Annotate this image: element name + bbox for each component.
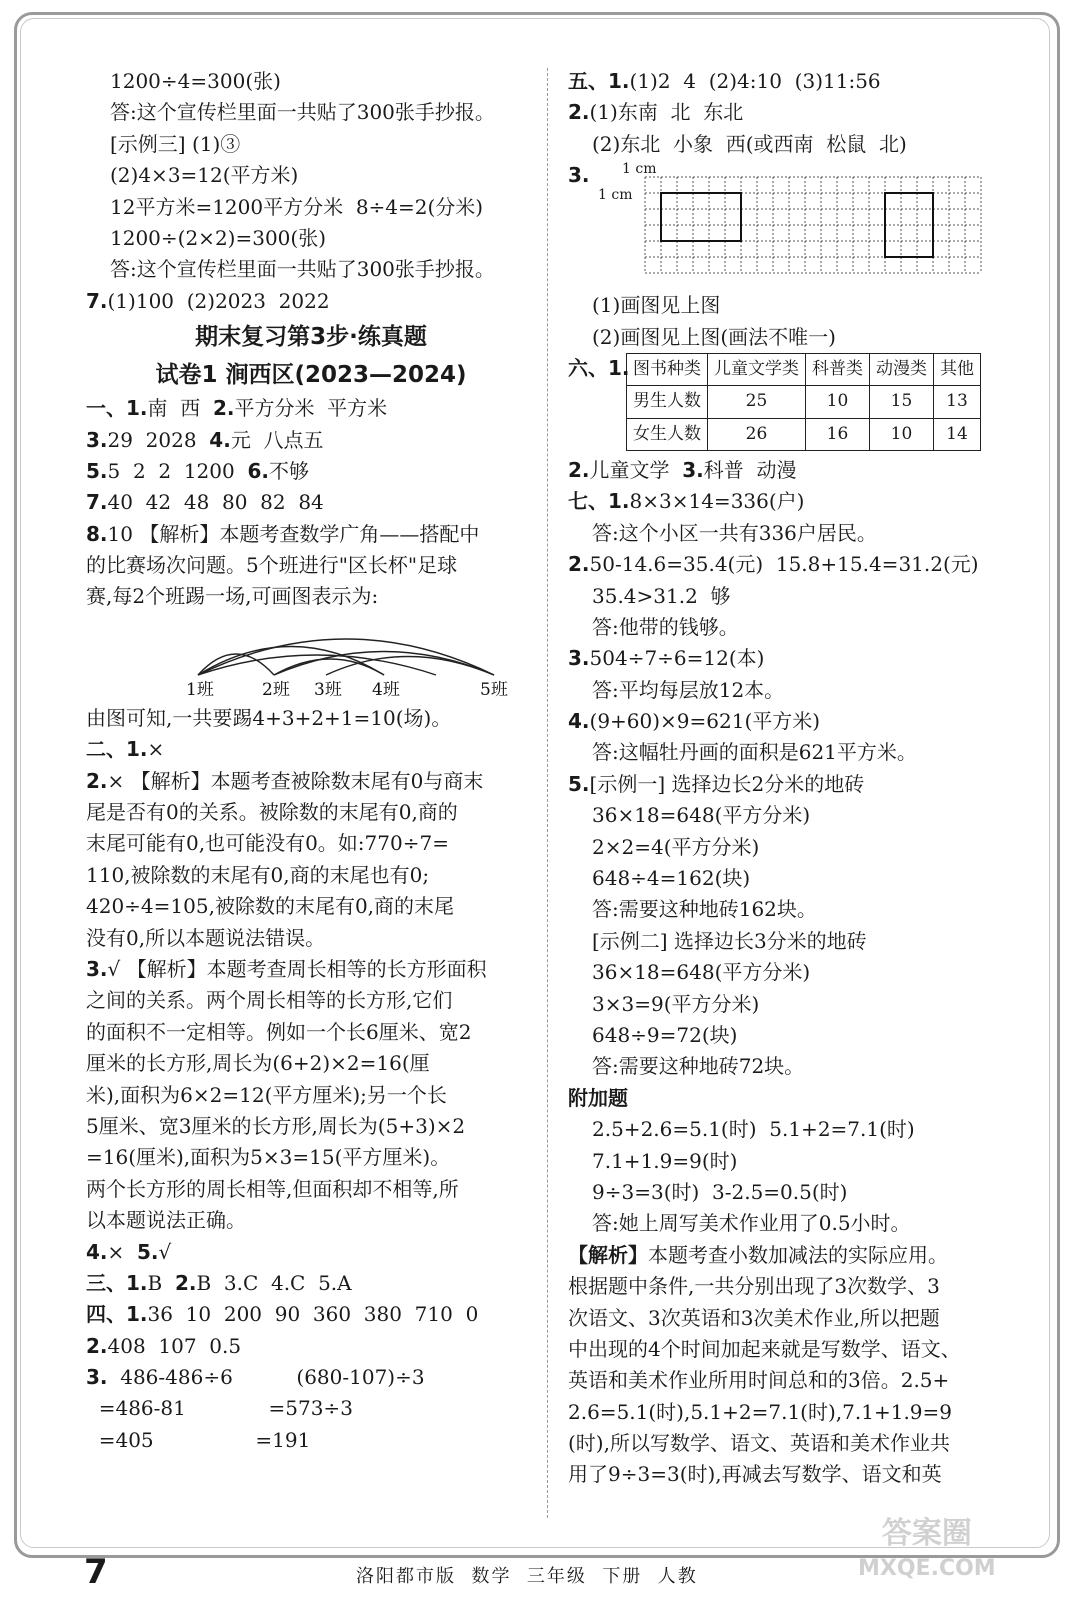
answer-line xyxy=(568,1177,1028,1208)
answer-text: 40 42 48 80 82 84 xyxy=(107,490,324,515)
answer-text: 两个长方形的周长相等,但面积却不相等,所 xyxy=(86,1176,459,1201)
answer-text: 答:这个宣传栏里面一共贴了300张手抄报。 xyxy=(110,100,495,125)
question-number: 3. xyxy=(682,457,704,482)
page-number: 7 xyxy=(84,1552,108,1592)
answer-text: 408 107 0.5 xyxy=(107,1333,242,1358)
answer-text: (1)2 4 (2)4:10 (3)11:56 xyxy=(629,69,881,93)
answer-text: 儿童文学 xyxy=(589,457,683,482)
answer-line xyxy=(568,1271,1028,1302)
answer-line xyxy=(86,581,536,612)
answer-text: 648÷9=72(块) xyxy=(592,1022,738,1047)
answer-line xyxy=(86,703,536,734)
answer-text: 36×18=648(平方分米) xyxy=(592,803,811,828)
answer-text: (时),所以写数学、语文、英语和美术作业共 xyxy=(568,1431,950,1456)
answer-text: 2×2=4(平方分米) xyxy=(592,834,760,859)
answer-line xyxy=(86,1205,536,1236)
answer-line xyxy=(86,487,536,518)
answer-text: 3×3=9(平方分米) xyxy=(592,991,760,1016)
grid-figure xyxy=(568,160,1028,290)
answer-text: 厘米的长方形,周长为(6+2)×2=16(厘 xyxy=(86,1051,430,1076)
answer-line xyxy=(568,290,1028,321)
answer-line xyxy=(568,518,1028,549)
answer-text: √ xyxy=(158,1239,172,1264)
question-number: 3. xyxy=(86,956,108,981)
answer-text: 答:他带的钱够。 xyxy=(592,614,739,639)
answer-line xyxy=(86,1142,536,1173)
answer-text: √ 【解析】本题考查周长相等的长方形面积 xyxy=(107,956,487,981)
answer-text: × xyxy=(107,1239,137,1264)
answer-line xyxy=(86,1237,536,1268)
answer-line xyxy=(568,675,1028,706)
class-label: 3班 xyxy=(314,679,342,700)
answer-text: 中出现的4个时间加起来就是写数学、语文、 xyxy=(568,1336,961,1361)
table-header-cell: 动漫类 xyxy=(870,353,934,385)
answer-text: B 3.C 4.C 5.A xyxy=(196,1270,352,1295)
question-number: 四、1. xyxy=(86,1302,148,1327)
question-number: 2. xyxy=(86,768,108,793)
answer-line xyxy=(568,1146,1028,1177)
answer-line xyxy=(568,1428,1028,1459)
answer-block-6 xyxy=(568,455,1028,1491)
watermark-logo: 答案圈 MXQE.COM xyxy=(858,1516,996,1581)
answer-text: =486-81 =573÷3 xyxy=(86,1396,353,1421)
left-column xyxy=(86,66,536,1456)
answer-text: 答:平均每层放12本。 xyxy=(592,677,785,702)
question-number: 6. xyxy=(247,458,269,483)
answer-line xyxy=(86,734,536,765)
answer-line xyxy=(568,957,1028,988)
answer-line xyxy=(568,894,1028,925)
answer-line xyxy=(86,985,536,1016)
answer-text: 2.5+2.6=5.1(时) 5.1+2=7.1(时) xyxy=(592,1117,915,1142)
section-title: 期末复习第3步·练真题 xyxy=(195,324,427,351)
answer-line xyxy=(86,223,536,254)
answer-line xyxy=(86,1362,536,1393)
answer-line xyxy=(86,97,536,128)
question-number: 五、1. xyxy=(568,69,630,93)
answer-line xyxy=(568,322,1028,353)
answer-text: (2)东北 小象 西(或西南 松鼠 北) xyxy=(592,131,907,156)
answer-text: 的比赛场次问题。5个班进行"区长杯"足球 xyxy=(86,553,458,578)
answer-line xyxy=(568,549,1028,580)
question-number: 5. xyxy=(568,771,590,796)
table-cell: 13 xyxy=(934,386,981,418)
answer-text: 用了9÷3=3(时),再减去写数学、语文和英 xyxy=(568,1462,942,1487)
question-number: 7. xyxy=(86,490,108,515)
question-number: 2. xyxy=(568,100,590,125)
book-table-block xyxy=(568,353,1028,455)
question-number: 4. xyxy=(568,709,590,734)
answer-line xyxy=(86,425,536,456)
answer-text: 答:需要这种地砖72块。 xyxy=(592,1054,805,1079)
table-cell: 10 xyxy=(806,386,870,418)
answer-line xyxy=(86,519,536,550)
answer-text: 的面积不一定相等。例如一个长6厘米、宽2 xyxy=(86,1019,472,1044)
answer-line xyxy=(86,891,536,922)
answer-line xyxy=(568,1240,1028,1271)
question-number: 2. xyxy=(174,1270,197,1295)
answer-text: 504÷7÷6=12(本) xyxy=(589,646,765,671)
answer-text: 答:需要这种地砖162块。 xyxy=(592,897,817,922)
question-number: 七、1. xyxy=(568,489,630,514)
table-cell: 25 xyxy=(708,386,806,418)
answer-text: 不够 xyxy=(268,458,309,483)
match-diagram xyxy=(86,613,536,703)
answer-text: 12平方米=1200平方分米 8÷4=2(分米) xyxy=(110,194,484,219)
table-cell: 16 xyxy=(806,418,870,450)
answer-text: [示例一] 选择边长2分米的地砖 xyxy=(589,771,865,796)
answer-line xyxy=(568,1303,1028,1334)
answer-text: (9+60)×9=621(平方米) xyxy=(589,709,821,734)
question-number: 3. xyxy=(86,1365,108,1390)
answer-line xyxy=(568,926,1028,957)
answer-text: (2)4×3=12(平方米) xyxy=(110,163,299,188)
answer-line xyxy=(86,286,536,317)
right-column xyxy=(568,66,1028,1491)
column-divider xyxy=(547,68,549,1518)
answer-line xyxy=(568,66,1028,97)
answer-line xyxy=(86,1331,536,1362)
question-number: 2. xyxy=(212,396,235,421)
answer-line xyxy=(86,1299,536,1330)
table-cell: 男生人数 xyxy=(627,386,708,418)
answer-line xyxy=(86,1017,536,1048)
answer-text: 末尾可能有0,也可能没有0。如:770÷7= xyxy=(86,831,449,856)
answer-text: B xyxy=(147,1270,175,1295)
answer-text: 10 【解析】本题考查数学广角——搭配中 xyxy=(107,521,480,546)
answer-line xyxy=(568,1208,1028,1239)
answer-text: (1)画图见上图 xyxy=(592,293,721,318)
answer-line xyxy=(86,66,536,97)
answer-text: (2)画图见上图(画法不唯一) xyxy=(592,324,836,349)
answer-text: 赛,每2个班踢一场,可画图表示为: xyxy=(86,584,379,609)
question-number: 附加题 xyxy=(568,1085,628,1110)
answer-block-2 xyxy=(86,393,536,613)
book-type-table xyxy=(626,353,981,451)
answer-line xyxy=(568,863,1028,894)
answer-text: × xyxy=(147,737,165,762)
answer-text: [示例三] (1)③ xyxy=(110,131,241,156)
answer-text: 南 西 xyxy=(147,396,213,421)
table-row xyxy=(627,386,981,418)
answer-text: 110,被除数的末尾有0,商的末尾也有0; xyxy=(86,862,430,887)
answer-line xyxy=(86,550,536,581)
answer-line xyxy=(568,486,1028,517)
answer-text: 次语文、3次英语和3次美术作业,所以把题 xyxy=(568,1305,940,1330)
answer-text: 答:这幅牡丹画的面积是621平方米。 xyxy=(592,740,917,765)
answer-text: (1)100 (2)2023 2022 xyxy=(107,288,330,313)
answer-text: 648÷4=162(块) xyxy=(592,866,751,891)
answer-text: 尾是否有0的关系。被除数的末尾有0,商的 xyxy=(86,800,458,825)
answer-text: 50-14.6=35.4(元) 15.8+15.4=31.2(元) xyxy=(589,552,979,577)
answer-text: 平方分米 平方米 xyxy=(234,396,388,421)
drawn-rectangle xyxy=(661,193,741,241)
class-label: 4班 xyxy=(372,679,400,700)
answer-line xyxy=(86,954,536,985)
question-number: 一、1. xyxy=(86,396,148,421)
answer-line xyxy=(86,860,536,891)
answer-text: 元 八点五 xyxy=(230,427,324,452)
answer-line xyxy=(568,1365,1028,1396)
table-cell: 26 xyxy=(708,418,806,450)
answer-text: 2.6=5.1(时),5.1+2=7.1(时),7.1+1.9=9 xyxy=(568,1399,953,1424)
answer-line xyxy=(568,706,1028,737)
answer-text: =16(厘米),面积为5×3=15(平方厘米)。 xyxy=(86,1145,451,1170)
question-number: 三、1. xyxy=(86,1270,148,1295)
answer-text: 35.4>31.2 够 xyxy=(592,583,731,608)
answer-text: 486-486÷6 (680-107)÷3 xyxy=(107,1365,425,1390)
question-number: 2. xyxy=(568,457,590,482)
question-number: 3. xyxy=(568,163,590,188)
answer-line xyxy=(86,393,536,424)
table-header-cell: 其他 xyxy=(934,353,981,385)
answer-line xyxy=(86,456,536,487)
answer-line xyxy=(568,581,1028,612)
answer-line xyxy=(568,832,1028,863)
answer-text: 5厘米、宽3厘米的长方形,周长为(5+3)×2 xyxy=(86,1113,466,1138)
question-number: 3. xyxy=(86,427,108,452)
answer-line xyxy=(568,1083,1028,1114)
answer-line xyxy=(86,828,536,859)
question-number: 5. xyxy=(86,458,108,483)
answer-line xyxy=(86,129,536,160)
answer-text: 英语和美术作业所用时间总和的3倍。2.5+ xyxy=(568,1368,950,1393)
question-number: 六、1. xyxy=(568,355,630,380)
table-header-cell: 科普类 xyxy=(806,353,870,385)
answer-text: 5 2 2 1200 xyxy=(107,458,248,483)
table-cell: 15 xyxy=(870,386,934,418)
answer-line xyxy=(568,643,1028,674)
answer-text: 没有0,所以本题说法错误。 xyxy=(86,925,326,950)
answer-line xyxy=(568,455,1028,486)
answer-text: 科普 动漫 xyxy=(703,457,797,482)
answer-line xyxy=(568,1397,1028,1428)
answer-block-3 xyxy=(86,703,536,1456)
question-number: 8. xyxy=(86,521,108,546)
answer-line xyxy=(568,737,1028,768)
answer-line xyxy=(86,1080,536,1111)
footer-text: 洛阳都市版 数学 三年级 下册 人教 xyxy=(356,1566,698,1587)
question-number: 7. xyxy=(86,288,108,313)
table-header-cell: 儿童文学类 xyxy=(708,353,806,385)
answer-line xyxy=(86,1393,536,1424)
answer-text: 之间的关系。两个周长相等的长方形,它们 xyxy=(86,988,453,1013)
question-number: 4. xyxy=(209,427,231,452)
answer-line xyxy=(568,800,1028,831)
answer-line xyxy=(568,769,1028,800)
unit-label-x: 1 cm xyxy=(622,161,657,178)
answer-text: 以本题说法正确。 xyxy=(86,1208,246,1233)
answer-text: 9÷3=3(时) 3-2.5=0.5(时) xyxy=(592,1179,848,1204)
answer-text: 8×3×14=336(户) xyxy=(629,489,805,514)
table-cell: 女生人数 xyxy=(627,418,708,450)
answer-line xyxy=(568,1459,1028,1490)
answer-line xyxy=(568,97,1028,128)
answer-text: × 【解析】本题考查被除数末尾有0与商末 xyxy=(107,768,484,793)
answer-line xyxy=(86,254,536,285)
square-grid xyxy=(644,176,994,286)
question-number: 3. xyxy=(568,646,590,671)
answer-block-5 xyxy=(568,290,1028,353)
class-label: 5班 xyxy=(480,679,508,700)
answer-text: 答:她上周写美术作业用了0.5小时。 xyxy=(592,1211,911,1236)
answer-text: 1200÷4=300(张) xyxy=(110,69,281,93)
answer-text: 420÷4=105,被除数的末尾有0,商的末尾 xyxy=(86,894,455,919)
answer-block-1 xyxy=(86,66,536,317)
answer-text: 答:这个小区一共有336户居民。 xyxy=(592,520,877,545)
unit-label-y: 1 cm xyxy=(598,187,633,204)
answer-line xyxy=(568,989,1028,1020)
answer-text: 答:这个宣传栏里面一共贴了300张手抄报。 xyxy=(110,257,495,282)
answer-text: 29 2028 xyxy=(107,427,210,452)
table-cell: 14 xyxy=(934,418,981,450)
table-row xyxy=(627,418,981,450)
question-number: 2. xyxy=(86,1333,108,1358)
answer-line xyxy=(86,1425,536,1456)
answer-text: 1200÷(2×2)=300(张) xyxy=(110,225,327,250)
table-cell: 10 xyxy=(870,418,934,450)
answer-line xyxy=(568,1114,1028,1145)
question-number: 4. xyxy=(86,1239,108,1264)
answer-line xyxy=(86,766,536,797)
table-header-cell: 图书种类 xyxy=(627,353,708,385)
answer-line xyxy=(86,923,536,954)
answer-line xyxy=(568,1020,1028,1051)
question-number: 二、1. xyxy=(86,737,148,762)
paper-title: 试卷1 涧西区(2023—2024) xyxy=(155,362,467,389)
question-number: 5. xyxy=(137,1239,159,1264)
answer-line xyxy=(568,612,1028,643)
answer-text: =405 =191 xyxy=(86,1427,311,1452)
answer-text: 米),面积为6×2=12(平方厘米);另一个长 xyxy=(86,1082,447,1107)
class-label: 2班 xyxy=(262,679,290,700)
answer-line xyxy=(568,1051,1028,1082)
answer-line xyxy=(568,1334,1028,1365)
answer-block-4 xyxy=(568,66,1028,160)
answer-line xyxy=(86,1268,536,1299)
answer-line xyxy=(86,160,536,191)
answer-text: 由图可知,一共要踢4+3+2+1=10(场)。 xyxy=(86,705,452,730)
answer-text: [示例二] 选择边长3分米的地砖 xyxy=(592,928,867,953)
question-number: 2. xyxy=(568,552,590,577)
match-arcs-figure xyxy=(86,613,536,703)
answer-text: 本题考查小数加减法的实际应用。 xyxy=(648,1242,948,1267)
answer-line xyxy=(86,1111,536,1142)
answer-line xyxy=(86,192,536,223)
answer-text: 7.1+1.9=9(时) xyxy=(592,1148,738,1173)
answer-line xyxy=(86,1174,536,1205)
question-number: 【解析】 xyxy=(568,1242,648,1267)
answer-text: (1)东南 北 东北 xyxy=(589,100,744,125)
class-label: 1班 xyxy=(186,679,214,700)
answer-text: 36×18=648(平方分米) xyxy=(592,960,811,985)
answer-line xyxy=(86,1048,536,1079)
answer-line xyxy=(86,797,536,828)
answer-text: 根据题中条件,一共分别出现了3次数学、3 xyxy=(568,1274,940,1299)
answer-text: 36 10 200 90 360 380 710 0 xyxy=(147,1302,479,1327)
